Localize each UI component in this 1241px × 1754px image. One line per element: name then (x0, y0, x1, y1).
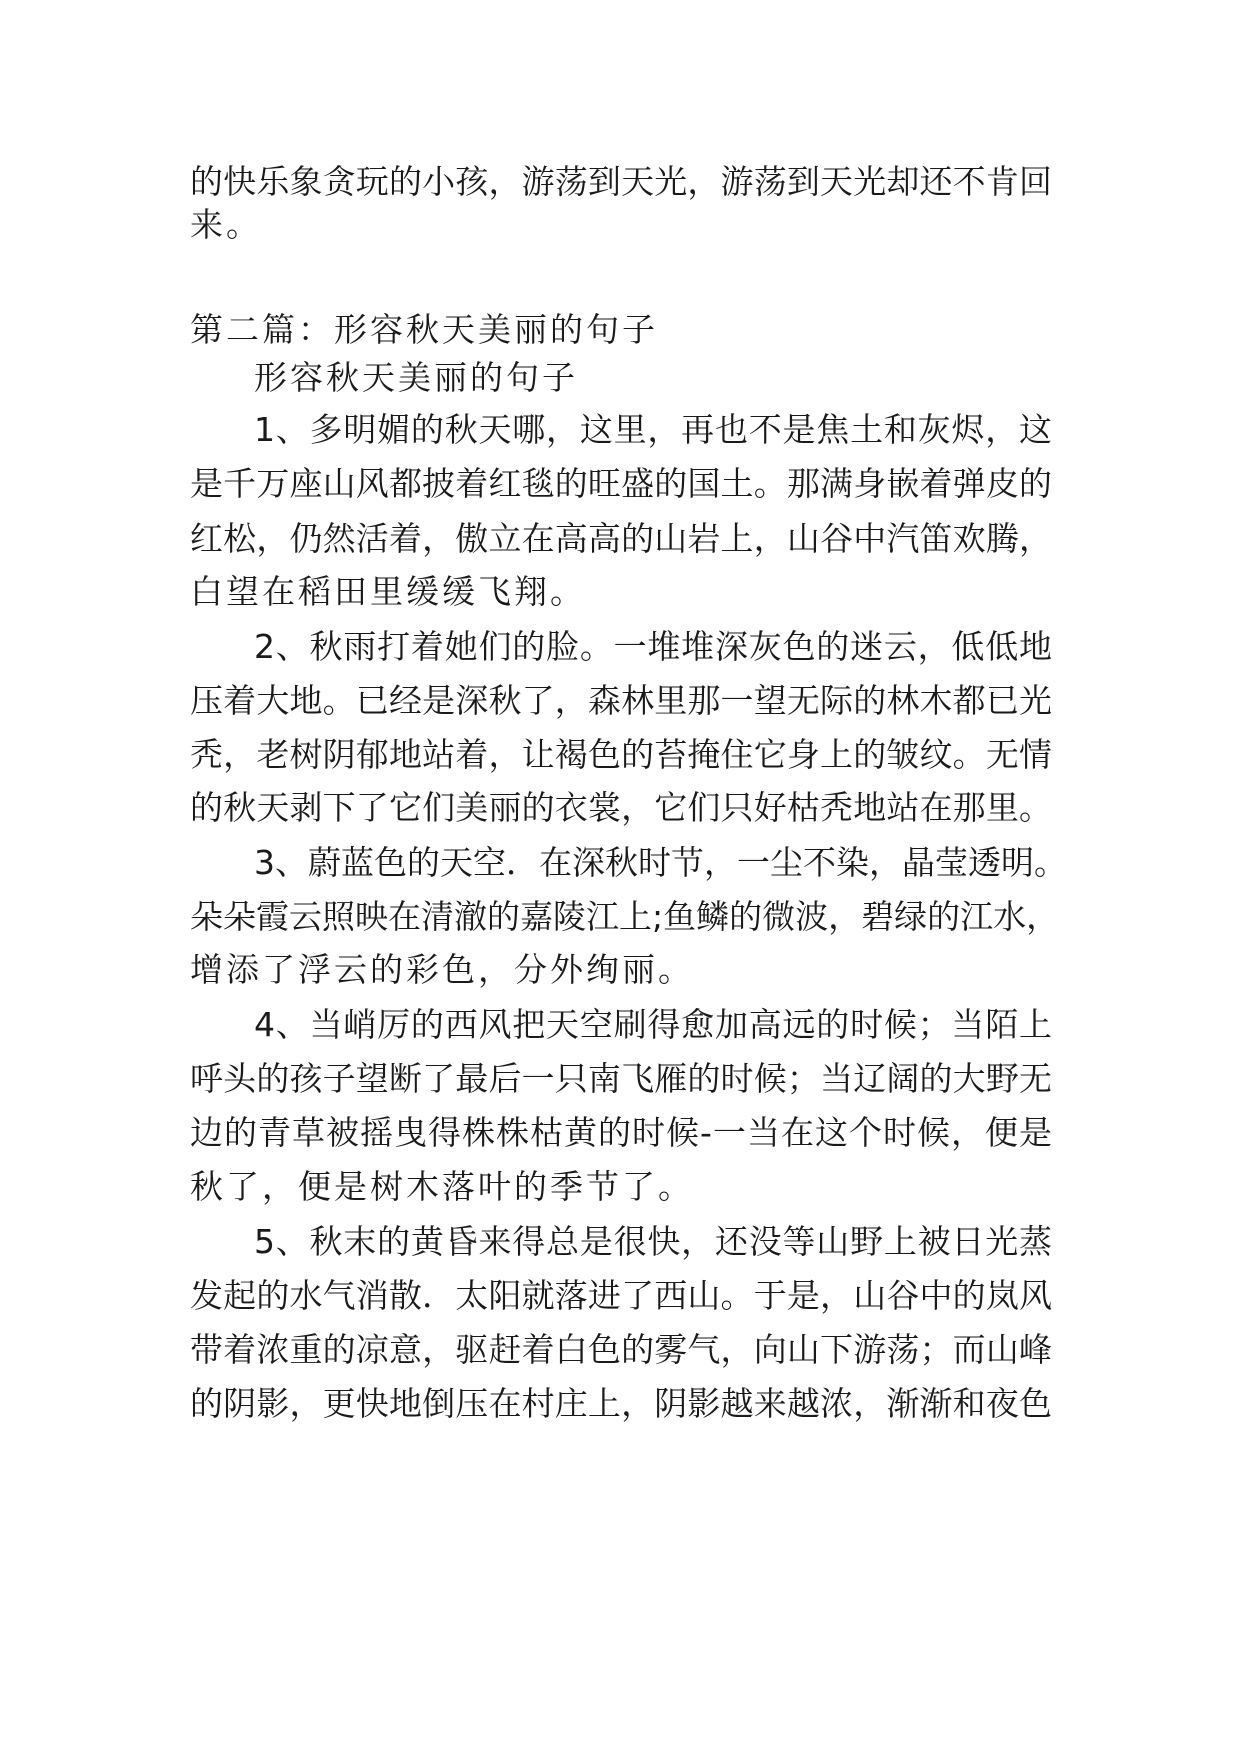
paragraph-5-line-2: 发起的水气消散．太阳就落进了西山。于是，山谷中的岚风 (190, 1276, 1052, 1315)
paragraph-4-line-1: 4、当峭厉的西风把天空刷得愈加高远的时候；当陌上 (254, 1005, 1052, 1044)
paragraph-2-line-1: 2、秋雨打着她们的脸。一堆堆深灰色的迷云，低低地 (254, 627, 1052, 666)
paragraph-5-line-3: 带着浓重的凉意，驱赶着白色的雾气，向山下游荡；而山峰 (190, 1330, 1052, 1369)
paragraph-5-line-1: 5、秋末的黄昏来得总是很快，还没等山野上被日光蒸 (254, 1222, 1052, 1261)
paragraph-1-line-2: 是千万座山风都披着红毯的旺盛的国土。那满身嵌着弹皮的 (190, 464, 1052, 503)
paragraph-4-line-4: 秋了，便是树木落叶的季节了。 (190, 1167, 694, 1206)
paragraph-2-line-4: 的秋天剥下了它们美丽的衣裳，它们只好枯秃地站在那里。 (190, 788, 1052, 827)
paragraph-1-line-1: 1、多明媚的秋天哪，这里，再也不是焦土和灰烬，这 (254, 410, 1052, 449)
paragraph-2-line-3: 秃，老树阴郁地站着，让褐色的苔掩住它身上的皱纹。无情 (190, 735, 1052, 774)
paragraph-4-line-2: 呼头的孩子望断了最后一只南飞雁的时候；当辽阔的大野无 (190, 1059, 1052, 1098)
paragraph-2-line-2: 压着大地。已经是深秋了，森林里那一望无际的林木都已光 (190, 681, 1052, 720)
intro-line-2: 来。 (190, 205, 262, 244)
section-subtitle: 形容秋天美丽的句子 (254, 358, 578, 397)
paragraph-3-line-2: 朵朵霞云照映在清澈的嘉陵江上;鱼鳞的微波，碧绿的江水， (190, 897, 1060, 936)
paragraph-1-line-3: 红松，仍然活着，傲立在高高的山岩上，山谷中汽笛欢腾， (190, 519, 1052, 558)
paragraph-5-line-4: 的阴影，更快地倒压在村庄上，阴影越来越浓，渐渐和夜色 (190, 1384, 1052, 1423)
paragraph-1-line-4: 白望在稻田里缓缓飞翔。 (190, 572, 586, 611)
section-heading: 第二篇：形容秋天美丽的句子 (190, 310, 658, 349)
intro-line-1: 的快乐象贪玩的小孩，游荡到天光，游荡到天光却还不肯回 (190, 162, 1052, 201)
paragraph-3-line-1: 3、蔚蓝色的天空．在深秋时节，一尘不染，晶莹透明。 (254, 843, 1067, 882)
paragraph-3-line-3: 增添了浮云的彩色，分外绚丽。 (190, 950, 694, 989)
paragraph-4-line-3: 边的青草被摇曳得株株枯黄的时候-一当在这个时候，便是 (190, 1113, 1052, 1152)
